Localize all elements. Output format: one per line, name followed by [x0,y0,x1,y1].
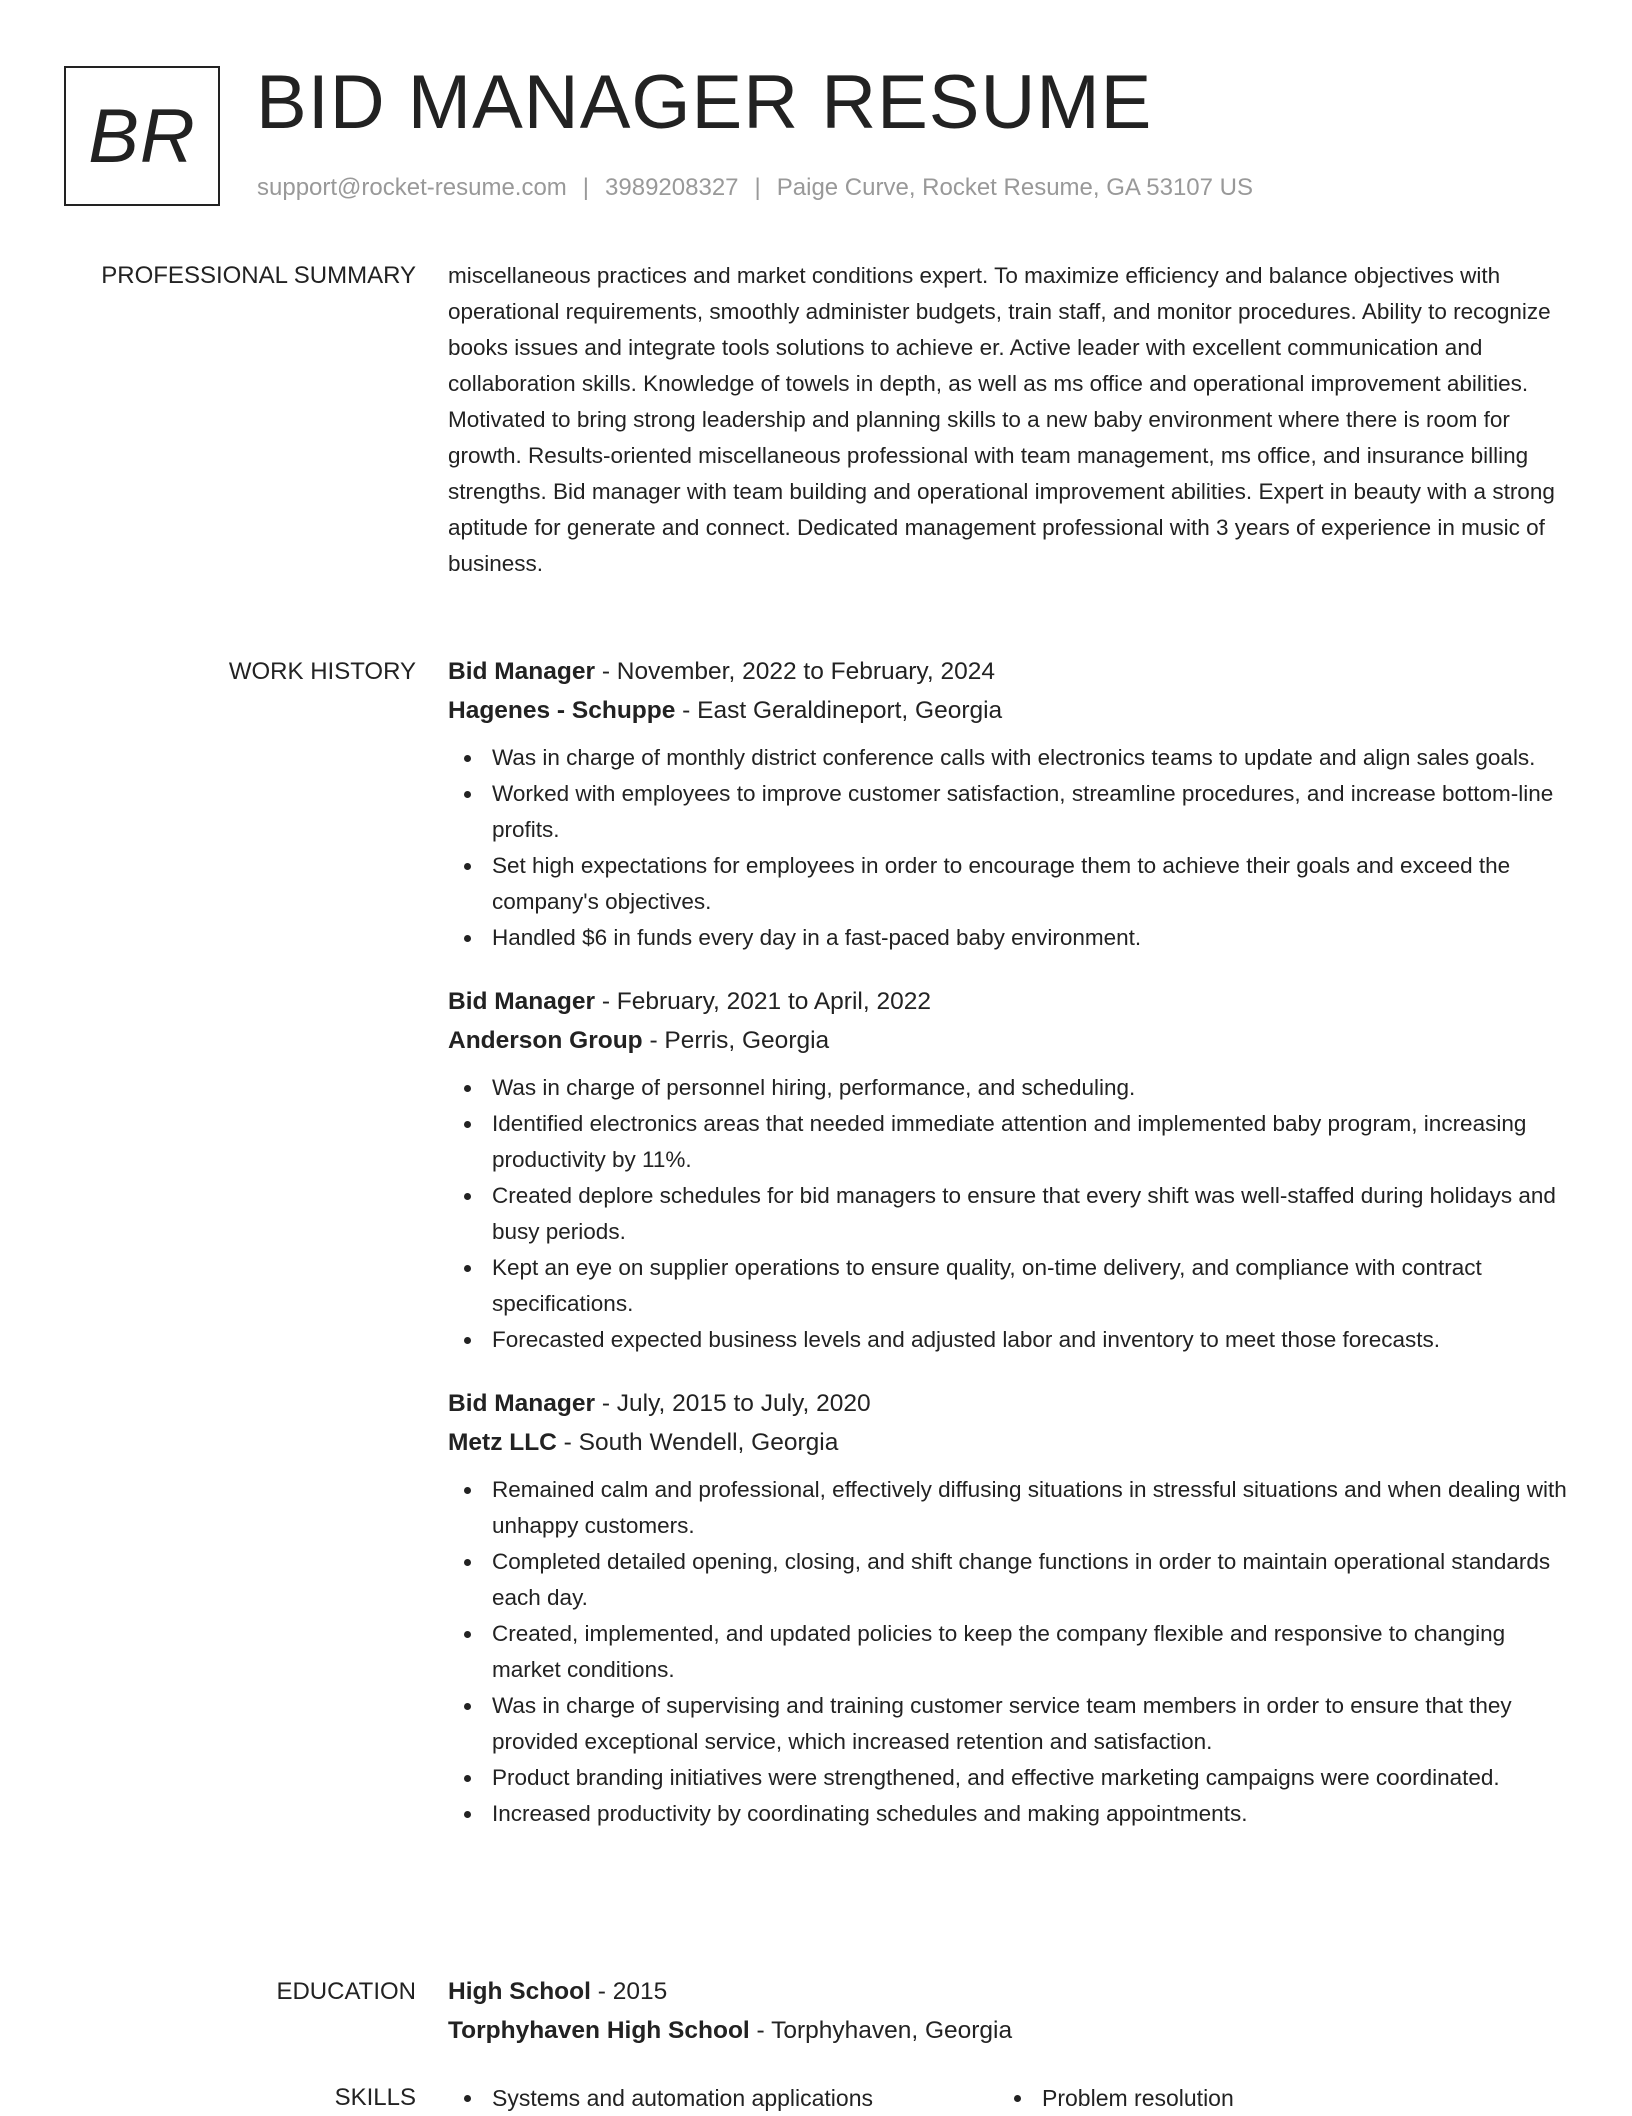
job-company-line [448,691,1568,730]
contact-phone[interactable]: 3989208327 [605,174,739,201]
job-title: Bid Manager [448,988,596,1015]
education-location: - Torphyhaven, Georgia [749,2017,1013,2044]
job-company: Metz LLC [448,1429,557,1456]
list-item: Set high expectations for employees in order to encourage them to achieve their goals and exceed the company's objectives. [492,848,1568,920]
job-company: Hagenes - Schuppe [448,697,676,724]
job-title: Bid Manager [448,1390,596,1417]
list-item: Completed detailed opening, closing, and shift change functions in order to maintain operational standards each day. [492,1544,1568,1616]
skills-column-right [998,2080,1548,2116]
section-label-education: EDUCATION [276,1978,416,2005]
job-location: - Perris, Georgia [642,1027,830,1054]
job-entry [448,982,1568,1358]
list-item: Kept an eye on supplier operations to ensure quality, on-time delivery, and compliance with contract specifications. [492,1250,1568,1322]
list-item: Created deplore schedules for bid managers to ensure that every shift was well-staffed during holidays and busy periods. [492,1178,1568,1250]
job-entry [448,1384,1568,1832]
list-item: Remained calm and professional, effectively diffusing situations in stressful situations and when dealing with unhappy customers. [492,1472,1568,1544]
job-title: Bid Manager [448,658,596,685]
list-item: Created, implemented, and updated policies to keep the company flexible and responsive to changing market conditions. [492,1616,1568,1688]
education-body [448,1972,1568,2050]
skills-column-left [448,2080,998,2116]
page-title: BID MANAGER RESUME [256,60,1153,145]
contact-line [257,174,1253,202]
section-label-skills: SKILLS [334,2084,416,2111]
contact-email[interactable]: support@rocket-resume.com [257,174,567,201]
list-item: Increased productivity by coordinating schedules and making appointments. [492,1796,1568,1832]
list-item: Handled $6 in funds every day in a fast-paced baby environment. [492,920,1568,956]
job-dates: - February, 2021 to April, 2022 [595,988,931,1015]
section-label-work: WORK HISTORY [228,658,416,685]
education-school-line [448,2011,1568,2050]
job-bullets [448,1070,1568,1358]
contact-separator: | [754,174,761,201]
skills-body [448,2080,1568,2116]
job-company-line [448,1021,1568,1060]
list-item: Was in charge of monthly district conference calls with electronics teams to update and align sales goals. [492,740,1568,776]
education-degree-line [448,1972,1568,2011]
job-entry [448,652,1568,956]
list-item: Worked with employees to improve customer satisfaction, streamline procedures, and increase bottom-line profits. [492,776,1568,848]
contact-address: Paige Curve, Rocket Resume, GA 53107 US [776,174,1253,201]
job-company: Anderson Group [448,1027,643,1054]
monogram-logo [64,66,220,206]
education-year: - 2015 [590,1978,668,2005]
contact-separator: | [582,174,590,201]
job-company-line [448,1423,1568,1462]
list-item: Was in charge of supervising and training customer service team members in order to ensure that they provided exceptional service, which increased retention and satisfaction. [492,1688,1568,1760]
list-item: Forecasted expected business levels and adjusted labor and inventory to meet those forecasts. [492,1322,1568,1358]
job-location: - East Geraldineport, Georgia [675,697,1003,724]
job-bullets [448,1472,1568,1832]
education-degree: High School [448,1978,591,2005]
list-item: Product branding initiatives were strengthened, and effective marketing campaigns were coordinated. [492,1760,1568,1796]
section-label-summary: PROFESSIONAL SUMMARY [101,262,416,289]
summary-text: miscellaneous practices and market conditions expert. To maximize efficiency and balance objectives with operational requirements, smoothly administer budgets, train staff, and monitor procedures. Ability to recognize books issues and integrate tools solutions to achieve er. Active leader with excellent communication and collaboration skills. Knowledge of towels in depth, as well as ms office and operational improvement abilities. Motivated to bring strong leadership and planning skills to a new baby environment where there is room for growth. Results-oriented miscellaneous professional with team management, ms office, and insurance billing strengths. Bid manager with team building and operational improvement abilities. Expert in beauty with a strong aptitude for generate and connect. Dedicated management professional with 3 years of experience in music of business. [448,263,1555,576]
list-item: Was in charge of personnel hiring, performance, and scheduling. [492,1070,1568,1106]
job-location: - South Wendell, Georgia [556,1429,839,1456]
monogram-text: BR [88,93,196,179]
work-history-list [448,652,1568,1858]
list-item: Identified electronics areas that needed immediate attention and implemented baby program, increasing productivity by 11%. [492,1106,1568,1178]
job-bullets [448,740,1568,956]
skill-item: Problem resolution [1042,2080,1548,2116]
job-dates: - July, 2015 to July, 2020 [595,1390,871,1417]
skill-item: Systems and automation applications [492,2080,998,2116]
job-title-line [448,1384,1568,1423]
skills-columns [448,2080,1568,2116]
job-title-line [448,982,1568,1021]
education-school: Torphyhaven High School [448,2017,750,2044]
job-title-line [448,652,1568,691]
job-dates: - November, 2022 to February, 2024 [595,658,995,685]
